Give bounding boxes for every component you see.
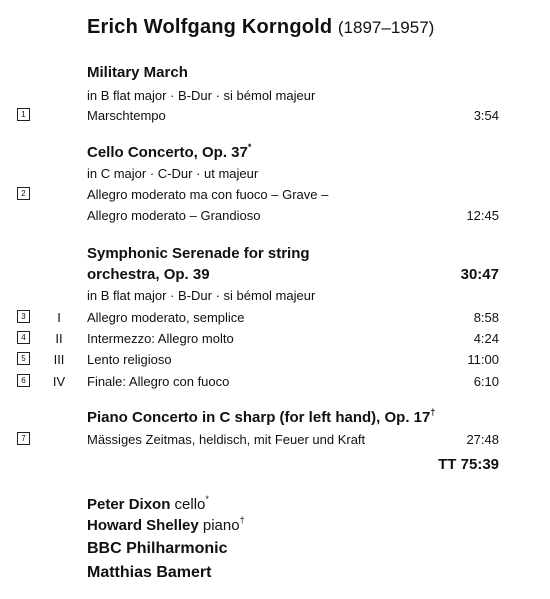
work-title-text: Piano Concerto in C sharp (for left hand), Op. 17 (87, 409, 431, 426)
track-number-box: 5 (17, 352, 30, 365)
track-number-box: 7 (17, 432, 30, 445)
movement-number: I (57, 310, 61, 325)
work-title (87, 409, 435, 426)
composer-heading (87, 16, 434, 39)
work-title-line2: orchestra, Op. 39 (87, 266, 210, 283)
conductor-name: Matthias Bamert (87, 564, 212, 581)
track-duration: 8:58 (473, 310, 499, 325)
track-title: Allegro moderato ma con fuoco – Grave – (87, 187, 329, 202)
work-key: in B flat major · B-Dur · si bémol majeur (87, 88, 316, 103)
track-duration: 27:48 (466, 432, 499, 447)
track-number-box: 3 (17, 310, 30, 323)
movement-number: III (53, 352, 65, 367)
track-title: Lento religioso (87, 352, 172, 367)
movement-number: II (55, 331, 63, 346)
track-duration: 4:24 (473, 331, 499, 346)
movement-number: IV (52, 374, 66, 389)
track-duration: 6:10 (473, 374, 499, 389)
performer-piano (87, 517, 245, 534)
track-number-box: 1 (17, 108, 30, 121)
total-time: TT 75:39 (438, 456, 499, 473)
performer-name: Howard Shelley (87, 517, 199, 534)
performer-cello (87, 496, 209, 513)
performer-mark: * (205, 494, 209, 504)
track-title: Finale: Allegro con fuoco (87, 374, 230, 389)
track-duration: 3:54 (473, 108, 499, 123)
track-duration: 12:45 (466, 208, 499, 223)
work-key: in B flat major · B-Dur · si bémol majeur (87, 288, 316, 303)
track-title: Marschtempo (87, 108, 166, 123)
performer-role: piano (202, 517, 240, 534)
performer-name: Peter Dixon (87, 496, 171, 513)
track-title-continued: Allegro moderato – Grandioso (87, 208, 261, 223)
work-title: Symphonic Serenade for string (87, 245, 310, 262)
composer-dates: (1897–1957) (337, 18, 435, 37)
track-title: Intermezzo: Allegro molto (87, 331, 234, 346)
performer-mark: † (239, 515, 245, 525)
track-duration: 11:00 (467, 352, 499, 367)
track-number-box: 4 (17, 331, 30, 344)
work-title (87, 144, 251, 161)
work-title: Military March (87, 64, 188, 81)
track-number-box: 2 (17, 187, 30, 200)
work-total-duration: 30:47 (460, 266, 499, 283)
track-number-box: 6 (17, 374, 30, 387)
performer-role: cello (174, 496, 206, 513)
piano-mark: † (430, 407, 436, 417)
work-title-text: Cello Concerto, Op. 37 (87, 144, 248, 161)
composer-name: Erich Wolfgang Korngold (87, 16, 333, 38)
track-title: Mässiges Zeitmas, heldisch, mit Feuer und Kraft (87, 432, 366, 447)
orchestra-name: BBC Philharmonic (87, 540, 228, 557)
track-title: Allegro moderato, semplice (87, 310, 245, 325)
work-key: in C major · C-Dur · ut majeur (87, 166, 259, 181)
cello-mark: * (247, 142, 252, 152)
